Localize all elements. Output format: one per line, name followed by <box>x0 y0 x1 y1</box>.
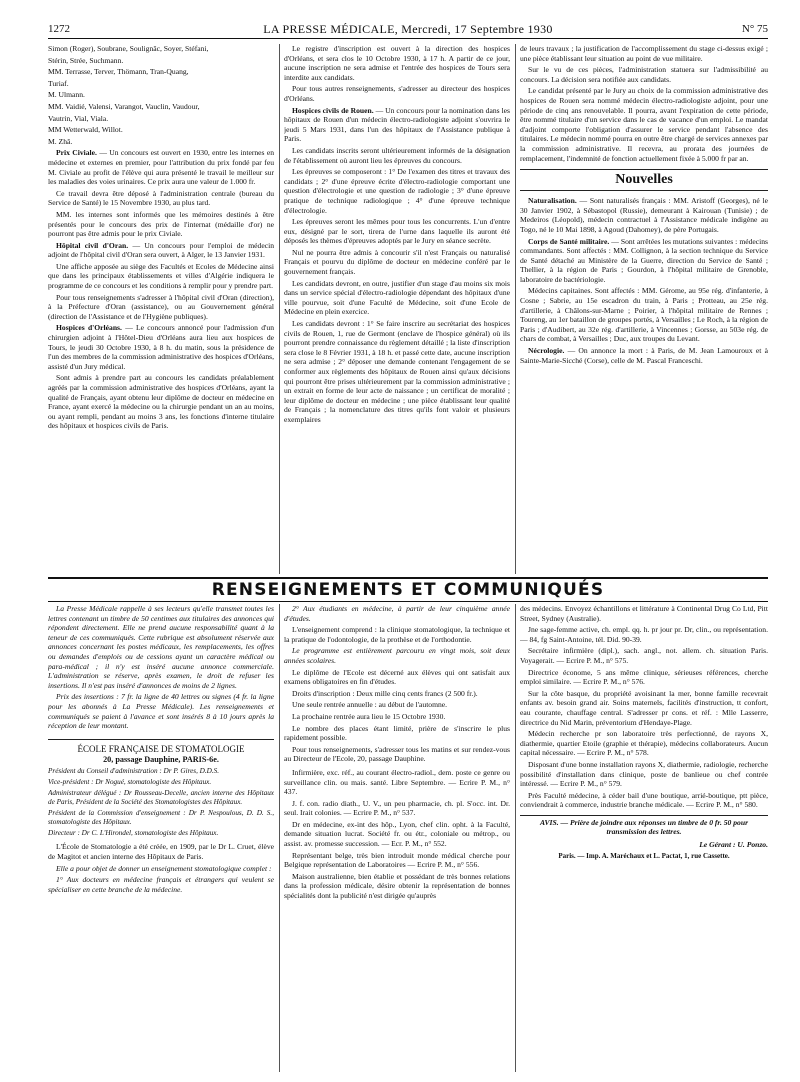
page-number: 1272 <box>48 23 70 35</box>
oran-text: — Un concours pour l'emploi de médecin adjoint de l'hôpital civil d'Oran sera ouvert, à Alger, le 13 Janvier 1931. <box>48 240 274 260</box>
oran-heading: Hôpital civil d'Oran. <box>56 240 129 250</box>
sante-militaire-text: — Sont arrêtées les mutations suivantes : médecins commandants. Sont affectés : MM. Collignon, à la section technique du Service de Santé détaché au Ministère de la Guerre, direction du Service de Santé ; Thellier, à la région de Paris ; Gourdon, à l'hôpital militaire de Grenoble, laboratoire de bactériologie. <box>520 236 768 284</box>
rouen-text-7: Les candidats devront, en outre, justifier d'un stage d'au moins six mois dans un service spécial d'électro-radiologie dépendant des hôpitaux d'une ville pourvue, soit d'une Faculté de Médecine, soit d'une Ecole de Médecine en plein exercice. <box>284 278 510 317</box>
rouen-text-4: Les épreuves se composeront : 1° De l'examen des titres et travaux des candidats ; 2° d'une épreuve écrite d'électro-radiologie comportant une question d'électrologie et une question de radiologie ; 3° d'une épreuve pratique de technique radiologique ; 4° d'une épreuve technique d'électrologie. <box>284 167 510 215</box>
rouen-text-3: Les candidats inscrits seront ultérieurement informés de la désignation de l'établissement où auront lieu les épreuves du concours. <box>284 145 510 165</box>
classified-ad: Représentant belge, très bien introduit monde médical cherche pour Belgique représentation de Laboratoires — Ecrire P. M., n° 556. <box>284 850 510 870</box>
column-divider <box>515 44 516 574</box>
prix-civiale-text: — Un concours est ouvert en 1930, entre les internes en médecine et externes en premier, pour l'attribution du prix fondé par feu M. Civiale au profit de l'élève qui aura présenté le travail le meilleur sur les maladies des voies urinaires. Ce prix aura une valeur de 1.000 fr. <box>48 148 274 187</box>
names-line: M. Ulmann. <box>48 90 85 100</box>
orleans-text: — Le concours annoncé pour l'admission d'un chirurgien adjoint à l'Hôtel-Dieu d'Orléans aura lieu aux hospices de Tours, le jeudi 30 Octobre 1930, à 8 h. du matin, sous la présidence de l'un des membres de la commission administrative des hospices d'Orléans, assisté d'un Jury médical. <box>48 323 274 371</box>
school-intake: Une seule rentrée annuelle : au début de l'automne. <box>292 700 448 710</box>
names-line: MM. Vaidié, Valensi, Varangot, Vauclin, Vaudour, <box>48 101 200 111</box>
school-audience-2: 2° Aux étudiants en médecine, à partir de leur cinquième année d'études. <box>284 604 510 623</box>
necrologie-paragraph <box>520 346 768 365</box>
school-curriculum: L'enseignement comprend : la clinique stomatologique, la technique et la pratique de l'odontologie, de la prothèse et de l'orthodontie. <box>284 625 510 644</box>
sante-militaire-paragraph <box>520 237 768 285</box>
school-title: ÉCOLE FRANÇAISE DE STOMATOLOGIE <box>48 739 274 755</box>
staff-line: Administrateur délégué : Dr Rousseau-Decelle, ancien interne des Hôpitaux de Paris, Président de la Société des Stomatologistes des Hôpitaux. <box>48 789 274 807</box>
page-header <box>48 22 768 39</box>
school-staff-list <box>48 767 274 838</box>
renseignements-banner: RENSEIGNEMENTS ET COMMUNIQUÉS <box>48 577 768 602</box>
classified-ad-continued: des médecins. Envoyez échantillons et littérature à Continental Drug Co Ltd, Pitt Street, Sydney (Australie). <box>520 604 768 623</box>
column-divider <box>279 604 280 1072</box>
naturalisation-paragraph <box>520 196 768 234</box>
orleans-heading: Hospices d'Orléans. <box>56 323 122 333</box>
avis-notice: AVIS. — Prière de joindre aux réponses un timbre de 0 fr. 50 pour transmission des lettres. <box>520 815 768 837</box>
orleans-registry-text: Le registre d'inscription est ouvert à la direction des hospices d'Orléans, et sera clos le 10 Octobre 1930, à 17 h. A partir de ce jour, aucune inscription ne sera admise et l'entrée des hospices de Tours sera interdite aux candidats. <box>284 44 510 82</box>
school-fees: Droits d'inscription : Deux mille cinq cents francs (2 500 fr.). <box>292 688 478 698</box>
top-column-3 <box>520 44 768 574</box>
column-divider <box>279 44 280 574</box>
publisher-manager: Le Gérant : U. Ponzo. <box>699 840 768 850</box>
staff-line: Vice-président : Dr Nogué, stomatologiste des Hôpitaux. <box>48 778 212 787</box>
classified-ad: Directrice économe, 5 ans même clinique, sérieuses références, cherche emploi similaire. — Ecrire P. M., n° 576. <box>520 667 768 687</box>
school-audience-1: 1° Aux docteurs en médecine français et étrangers qui veulent se spécialiser en cette branche de la médecine. <box>48 875 274 894</box>
bottom-column-2 <box>284 604 510 1074</box>
classified-ad: J. f. con. radio diath., U. V., un peu pharmacie, ch. pl. S'occ. int. Dr. seul. Irait colonies. — Ecrire P. M., n° 537. <box>284 798 510 818</box>
names-line: MM Wetterwald, Willot. <box>48 125 123 135</box>
necrologie-heading: Nécrologie. <box>528 346 565 356</box>
oran-paragraph <box>48 241 274 260</box>
names-line: Turiaf. <box>48 78 69 88</box>
staff-line: Directeur : Dr C. L'Hirondel, stomatologiste des Hôpitaux. <box>48 829 219 838</box>
necrologie-text: — On annonce la mort : à Paris, de M. Jean Lamouroux et à Sainte-Marie-Sicché (Corse), celle de M. Pascal Franceschi. <box>520 346 768 365</box>
classified-ad: Sur la côte basque, du propriété avoisinant la mer, bonne famille recevrait enfants av. besoin grand air. Soins maternels, facilités d'instruction, tt confort, eau courante, chauffage central. S'adresser pr cons. et réf. : Mlle Lasserre, directrice du Nid Marin, préventorium d'Hendaye-Plage. <box>520 688 768 727</box>
top-column-1 <box>48 44 274 574</box>
rouen-paragraph <box>284 106 510 144</box>
staff-line: Président du Conseil d'administration : Dr P. Gires, D.D.S. <box>48 767 220 776</box>
rouen-text-5: Les épreuves seront les mêmes pour tous les concurrents. L'un d'entre eux, désigné par le sort, tirera de l'urne dans laquelle ils auront été déposés les thèmes d'épreuves adoptés par le Jury en séance secrète. <box>284 217 510 246</box>
names-line: Vautrin, Vial, Viala. <box>48 113 109 123</box>
oran-text-2: Une affiche apposée au siège des Facultés et Ecoles de Médecine ainsi que dans les principaux établissements et villes d'Algérie indiquera le programme de ce concours et les conditions à remplir pour y prendre part. <box>48 261 274 291</box>
orleans-info-text: Pour tous autres renseignements, s'adresser au directeur des hospices d'Orléans. <box>284 84 510 103</box>
school-history: L'École de Stomatologie a été créée, en 1909, par le Dr L. Cruet, élève de Magitot et ancien interne des Hôpitaux de Paris. <box>48 842 274 861</box>
journal-title: LA PRESSE MÉDICALE, Mercredi, 17 Septembre 1930 <box>263 22 553 36</box>
rouen-decision-text: Sur le vu de ces pièces, l'administration statuera sur l'admissibilité au concours. La décision sera notifiée aux candidats. <box>520 65 768 84</box>
names-line: MM. Terrasse, Terver, Thömann, Tran-Quang, <box>48 67 189 77</box>
rouen-text: — Un concours pour la nomination dans les hôpitaux de Rouen d'un médecin électro-radiologiste adjoint s'ouvrira le jeudi 5 Mars 1931, dans l'un des hôpitaux de l'Assistance publique à Paris. <box>284 105 510 144</box>
classified-ad: Disposant d'une bonne installation rayons X, diathermie, radiologie, recherche possibilité d'installation dans clinique, poste de banlieue ou chef contrée intéressé. — Ecrire P. M., n° 579. <box>520 759 768 789</box>
naturalisation-text: — Sont naturalisés français : MM. Aristoff (Georges), né le 30 Janvier 1902, à Sébastopol (Russie), demeurant à Kairouan (Tunisie) ; de Medeiros (Léopold), médecin contractuel à l'Assistance médicale indigène au Togo, né le 10 Mai 1898, à Agoud (Dahomey), de père Portugais. <box>520 196 768 234</box>
nouvelles-heading: Nouvelles <box>520 169 768 191</box>
orleans-paragraph <box>48 323 274 371</box>
rouen-text-8: Les candidats devront : 1° Se faire inscrire au secrétariat des hospices civils de Rouen, 1, rue de Germont (enclave de l'hospice général) où ils pourront prendre connaissance du règlement détaillé ; la liste d'inscription sera close le 8 Février 1931, à 18 h. et passé cette date, aucune inscription ne sera admise ; 2° déposer une demande contenant l'engagement de se conformer aux règlements des hôpitaux de Rouen ainsi qu'aux décisions qui pourront être prises ultérieurement par la commission administrative ; un extrait en forme de leur acte de naissance ; un certificat de moralité ; leur diplôme de docteur en médecine ; une pièce établissant leur qualité de Français ; la nomenclature des titres qu'ils font valoir et plusieurs exemplaires <box>284 319 510 424</box>
prix-civiale-text-3: MM. les internes sont informés que les mémoires destinés à être présentés pour le concours des prix de l'internat (médaille d'or) ne pourront pas être admis pour le prix Civiale. <box>48 209 274 239</box>
school-objective: Elle a pour objet de donner un enseignement stomatologique complet : <box>56 863 272 873</box>
school-program-duration: Le programme est entièrement parcouru en vingt mois, soit deux années scolaires. <box>284 646 510 665</box>
classified-ad: Près Faculté médecine, à céder bail d'une boutique, arrié-boutique, ptt pièce, conviendrait à commerce, industrie branche médicale. — Ecrire P. M., n° 580. <box>520 790 768 810</box>
prix-civiale-heading: Prix Civiale. <box>56 148 97 158</box>
classified-ad: Jne sage-femme active, ch. empl. qq. h. pr jour pr. Dr, clin., ou représentation. — 84, fg Saint-Antoine, tél. Did. 90-39. <box>520 625 768 644</box>
oran-text-3: Pour tous renseignements s'adresser à l'hôpital civil d'Oran (direction), à la Préfecture d'Oran (assistance), ou au Gouvernement général (direction de l'Assistance et de l'Hygiène publiques). <box>48 292 274 321</box>
school-address: 20, passage Dauphine, PARIS-6e. <box>103 754 219 764</box>
prix-civiale-paragraph <box>48 148 274 186</box>
classified-ad: Médecin recherche pr son laboratoire très perfectionné, de rayons X, diathermie, quartier Etoile (graphie et thérapie), médecins collaborateurs. Aucun capital nécessaire. — Ecrire P. M., n° 578. <box>520 729 768 758</box>
school-limited-places: Le nombre des places étant limité, prière de s'inscrire le plus rapidement possible. <box>284 723 510 743</box>
sante-militaire-text-2: Médecins capitaines. Sont affectés : MM. Gérome, au 95e rég. d'infanterie, à Cosne ; Sabrie, au 15e escadron du train, à Paris ; Protteau, au 25e rég. d'artillerie, à Châlons-sur-Marne ; Poirier, à l'hôpital militaire de Rennes ; Toureng, au 1er bataillon de groupes portés, à Versailles ; Le Roch, à la région de Paris ; d'Audibert, au 32e rég. d'artillerie, à Vincennes ; Gorsse, au 503e rég. de chars de combat, à Versailles ; Duc, aux troupes du Levant. <box>520 286 768 344</box>
school-contact: Pour tous renseignements, s'adresser tous les matins et sur rendez-vous au Directeur de l'Ecole, 20, passage Dauphine. <box>284 744 510 764</box>
top-column-2 <box>284 44 510 574</box>
names-line: M. Zhâ. <box>48 136 73 146</box>
printer-imprint: Paris. — Imp. A. Maréchaux et L. Pactat, 1, rue Cassette. <box>558 851 730 860</box>
prix-civiale-text-2: Ce travail devra être déposé à l'administration centrale (bureau du Service de Santé) le 15 Novembre 1930, au plus tard. <box>48 188 274 208</box>
rouen-continued-text: de leurs travaux ; la justification de l'accomplissement du stage ci-dessus exigé ; une pièce établissant leur situation au point de vue militaire. <box>520 44 768 63</box>
rouen-heading: Hospices civils de Rouen. <box>292 105 374 115</box>
advertising-notice: La Presse Médicale rappelle à ses lecteurs qu'elle transmet toutes les lettres contenant un timbre de 50 centimes aux titulaires des annonces qui répondent directement. Elle ne prend aucune responsabilité quant à la teneur de ces communiqués. Cette rubrique est absolument réservée aux annonces concernant les postes médicaux, les remplacements, les offres ou demandes d'emplois ou de cessions ayant un caractère médical ou para-médical ; il n'y est inséré aucune annonce commerciale. L'administration se réserve, après examen, le droit de refuser les insertions. Il n'est pas inséré d'annonces de moins de 2 lignes. <box>48 604 274 690</box>
orleans-text-2: Sont admis à prendre part au concours les candidats préalablement agréés par la commission administrative des hospices d'Orléans, ayant la qualité de Français, ayant obtenu leur diplôme de docteur en médecine en France, ayant exercé la médecine ou la chirurgie pendant un an au moins, ou ayant rempli, pendant au moins 3 ans, les fonctions d'interne titulaire des hôpitaux et hospices civils de Paris. <box>48 373 274 431</box>
school-next-intake: La prochaine rentrée aura lieu le 15 Octobre 1930. <box>292 711 446 721</box>
classified-ad: Secrétaire infirmière (dipl.), sach. angl., not. allem. ch. situation Paris. Voyagerait. — Ecrire P. M., n° 575. <box>520 646 768 665</box>
rouen-text-6: Nul ne pourra être admis à concourir s'il n'est Français ou naturalisé Français et pourvu du diplôme de docteur en médecine conféré par le gouvernement français. <box>284 247 510 277</box>
classified-ad: Maison australienne, bien établie et possédant de très bonnes relations dans la profession médicale, désire obtenir la représentation de bonnes spécialités dont la publicité n'est dirigée qu'auprès <box>284 871 510 901</box>
intern-names-list <box>48 44 274 146</box>
bottom-column-3 <box>520 604 768 1074</box>
column-divider <box>515 604 516 1072</box>
sante-militaire-heading: Corps de Santé militaire. <box>528 236 610 246</box>
staff-line: Président de la Commission d'enseignement : Dr P. Nespoulous, D. D. S., stomatologiste des Hôpitaux. <box>48 809 274 827</box>
advertising-prices: Prix des insertions : 7 fr. la ligne de 40 lettres ou signes (4 fr. la ligne pour les abonnés à La Presse Médicale). Les renseignements et communiqués se paient à l'avance et sont insérés 8 à 10 jours après la réception de leur montant. <box>48 692 274 731</box>
names-line: Stérin, Strée, Suchmann. <box>48 55 124 65</box>
school-diploma: Le diplôme de l'Ecole est décerné aux élèves qui ont satisfait aux examens obligatoires en fin d'études. <box>284 667 510 687</box>
classified-ad: Infirmière, exc. réf., au courant électro-radiol., dem. poste ce genre ou surveillance clin. ou mais. santé. Libre Septembre. — Ecrire P. M., n° 437. <box>284 767 510 797</box>
names-line: Simon (Roger), Soubrane, Soulignãc, Soyer, Stéfani, <box>48 44 209 53</box>
issue-number: N° 75 <box>741 23 768 35</box>
classified-ad: Dr en médecine, ex-int des hôp., Lyon, chef clin. opht. à la Faculté, demande situation lucrat. Société fr. ou étr., coloniale ou métrop., ou assist. av. promesse succession. — Ecr. P. M., n° 552. <box>284 819 510 849</box>
bottom-column-1 <box>48 604 274 1074</box>
rouen-candidate-text: Le candidat présenté par le Jury au choix de la commission administrative des hospices de Rouen sera nommé médecin électro-radiologiste adjoint, pour une période de cinq ans renouvelable. Il pourra, avant l'expiration de cette période, être nommé titulaire d'un service dans le cas de vacance d'un emploi. Le mandat d'adjoint comporte l'obligation d'assurer le service pendant l'absence des titulaires. Le médecin nommé pourra en outre être chargé de services annexes par la commission administrative. Il recevra, au prorata des journées de remplacement, l'indemnité de fonction actuellement fixée à 5.000 fr par an. <box>520 86 768 163</box>
naturalisation-heading: Naturalisation. <box>528 196 577 206</box>
